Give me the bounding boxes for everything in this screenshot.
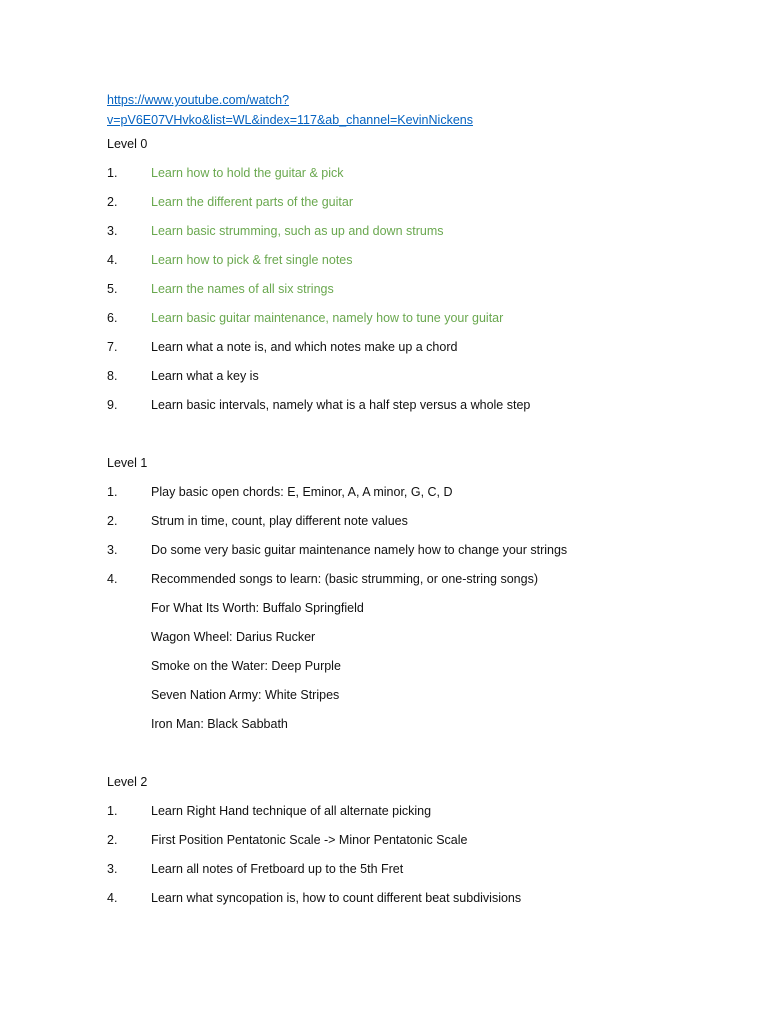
list-item-text: Learn what syncopation is, how to count different beat subdivisions [151,891,522,905]
list-item [107,362,727,391]
list-item [107,391,727,420]
list-item-number: 3. [107,224,118,238]
list-item-number: 1. [107,166,118,180]
list-item-number: 5. [107,282,118,296]
song-item: Seven Nation Army: White Stripes [151,688,340,702]
list-item [107,565,727,594]
list-item-number: 1. [107,485,118,499]
section-spacer [107,420,727,449]
list-item [107,304,727,333]
level-section [107,130,727,420]
level-section [107,449,727,739]
list-item-number: 7. [107,340,118,354]
list-item-number: 3. [107,543,118,557]
list-item-text: Learn what a key is [151,369,259,383]
level-heading: Level 2 [107,775,148,789]
song-item: Smoke on the Water: Deep Purple [151,659,341,673]
list-item [107,217,727,246]
list-item-text: Learn the names of all six strings [151,282,334,296]
document-body [107,91,727,913]
list-item-number: 2. [107,195,118,209]
list-item-text: Learn basic guitar maintenance, namely how to tune your guitar [151,311,504,325]
list-item-number: 4. [107,572,118,586]
list-item [107,188,727,217]
list-item-number: 4. [107,253,118,267]
list-item-number: 6. [107,311,118,325]
level-heading: Level 0 [107,137,148,151]
list-item-number: 4. [107,891,118,905]
list-item-text: Learn how to hold the guitar & pick [151,166,344,180]
list-item-text: Play basic open chords: E, Eminor, A, A minor, G, C, D [151,485,453,499]
list-item [107,855,727,884]
list-item-text: Learn Right Hand technique of all alternate picking [151,804,432,818]
list-item [107,507,727,536]
youtube-link[interactable] [107,91,527,130]
list-item [107,478,727,507]
list-item-number: 8. [107,369,118,383]
song-item: For What Its Worth: Buffalo Springfield [151,601,364,615]
list-item-text: Learn all notes of Fretboard up to the 5th Fret [151,862,404,876]
list-item [107,797,727,826]
level-section [107,768,727,913]
list-item [107,246,727,275]
list-item [107,275,727,304]
list-item [107,159,727,188]
list-item-text: First Position Pentatonic Scale -> Minor Pentatonic Scale [151,833,468,847]
list-item [107,884,727,913]
section-spacer [107,739,727,768]
song-item: Wagon Wheel: Darius Rucker [151,630,316,644]
list-item-number: 3. [107,862,118,876]
list-item-text: Recommended songs to learn: (basic strumming, or one-string songs) [151,572,538,586]
list-item [107,536,727,565]
list-item-text: Learn basic strumming, such as up and down strums [151,224,444,238]
list-item-text: Learn how to pick & fret single notes [151,253,353,267]
list-item-number: 1. [107,804,118,818]
youtube-link-line-2[interactable]: v=pV6E07VHvko&list=WL&index=117&ab_channel=KevinNickens [107,112,473,127]
song-item: Iron Man: Black Sabbath [151,717,288,731]
list-item [107,333,727,362]
list-item-number: 2. [107,514,118,528]
levels-container [107,130,727,913]
youtube-link-line-1[interactable]: https://www.youtube.com/watch? [107,93,290,107]
level-heading: Level 1 [107,456,148,470]
list-item-number: 9. [107,398,118,412]
list-item-text: Learn the different parts of the guitar [151,195,353,209]
list-item [107,826,727,855]
list-item-text: Learn what a note is, and which notes make up a chord [151,340,458,354]
list-item-text: Strum in time, count, play different note values [151,514,408,528]
list-item-text: Do some very basic guitar maintenance namely how to change your strings [151,543,568,557]
list-item-number: 2. [107,833,118,847]
list-item-text: Learn basic intervals, namely what is a half step versus a whole step [151,398,531,412]
